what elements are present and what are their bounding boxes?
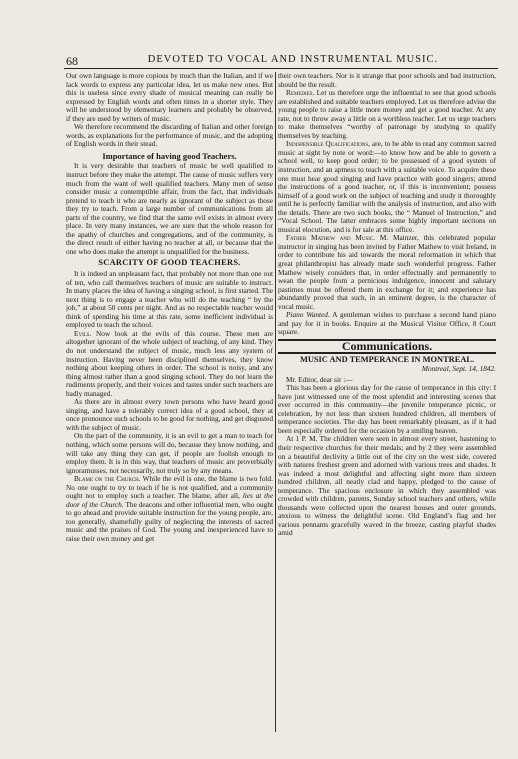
paragraph: their own teachers. Nor is it strange that poor schools and bad instruction, should be the result.	[278, 72, 496, 89]
paragraph-qualifications	[278, 140, 496, 234]
paragraph: We therefore recommend the discarding of Italian and other foreign words, as explanations for the performance of music, and the adopting of English words in their stead.	[66, 122, 273, 149]
paragraph-text: Now look at the evils of this course. These men are altogether ignorant of the whole subject of teaching, of any kind. They do not understand the subject of music, much less any system of instruction. Having never been disciplined themselves, they know nothing about keeping others in order. The school is noisy, and any thing almost rather than a good singing school. They do not learn the rudiments properly, and their voices and tastes under such teachers are badly managed.	[66, 328, 273, 398]
paragraph: As there are in almost every town persons who have heard good singing, and have a tolerably correct idea of a good school, they at once pronounce such schools to be good for nothing, and get disgusted with the subject of music.	[66, 397, 273, 432]
paragraph-remedies	[278, 89, 496, 140]
paragraph-piano-wanted	[278, 311, 496, 337]
paragraph: Our own language is more copious by much than the Italian, and if we lack words to express any particular idea, let us make new ones. But this is useless since every shade of musical meaning can really be expressed by English words and often times in a shorter style. They will be understood by elementary learners and probably be observed, if they are used by writers of music.	[66, 72, 273, 123]
section-heading-scarcity: SCARCITY OF GOOD TEACHERS.	[98, 258, 241, 268]
paragraph-blame	[66, 475, 273, 543]
running-title: DEVOTED TO VOCAL AND INSTRUMENTAL MUSIC.	[147, 54, 439, 65]
paragraph-father-mathew	[278, 234, 496, 311]
paragraph: At 1 P. M. The children were seen in almost every street, hastening to their respective churches for their medals; and by 2 they were assembled on a beautiful declivity a little out of the city on the west side, covered with natures freshest green and adorned with various trees and shades. It was indeed a most delightful and affecting sight more than sixteen hundred children, all neatly clad and happy, pledged to the cause of temperance. The spacious enclosure in which they assembled was crowded with children, parents, Sunday school teachers and others, while thousands were collected upon the nearest houses and outer grounds, anxious to witness the delightful scene. Old England’s flag and her various pennants gracefully waved in the breeze, casting playful shades amid	[278, 434, 496, 538]
paragraph-text: While the evil is one, the blame is two fold. No one ought to try to teach if he is not qualified, and a community ought not to employ such a teacher. The blame, after all,	[66, 474, 273, 501]
paragraph-text: Let us therefore urge the influential to see that good schools are established and suitable teachers employed. Let us therefore advise the young people to raise a little more money and get a good teacher. At any rate, not to throw away a little on a worthless teacher. Let us urge teachers to make themselves “worthy of patronage by studying to qualify themselves by teaching.	[278, 88, 496, 140]
paragraph: It is very desirable that teachers of music be well qualified to instruct before they make the attempt. The cause of music suffers very much from the want of well qualified teachers. Many men of sense consider music a contemptible affair, from the fact, that individuals pretend to teach it who are nearly as ignorant of the subject as those they try to teach. From a large number of communications from all parts of the country, we find that the same evil exists in almost every place. In very many instances, we are sure that the whole reason for the apathy of churches and congregations, and of the community, is the direct result of either having no teacher at all, or because that the one who does make the attempt is unqualified for the business.	[66, 161, 273, 256]
page-number: 68	[66, 54, 78, 68]
paragraph-text: The deacons and other influential men, who ought to go ahead and provide suitable instruction for the young people, are, too generally, shamefully guilty of neglecting the interests of sacred music and the praises of God. The young and inexperienced have to raise their own money and get	[66, 499, 273, 543]
run-in-heading: Father Mathew and Music.	[286, 233, 376, 243]
run-in-heading: Indispensible Qualifications,	[286, 139, 370, 149]
paragraph: This has been a glorious day for the cause of temperance in this city: I have just witnessed one of the most splendid and interesting scenes that ever occurred in this community—the juvenile temperance picnic, or celebration, by not less than sixteen hundred children, all members of temperance societies. The day has been remarkably pleasant, as if it had been especially ordered for the occasion by a smiling heaven.	[278, 383, 496, 435]
header-rule	[64, 68, 498, 69]
column-divider	[275, 72, 276, 732]
run-in-heading: Piano Wanted.	[286, 310, 330, 320]
paragraph: On the part of the community, it is an evil to get a man to teach for nothing, which some persons will do, because they know nothing, and will take any thing they can get, if people are foolish enough to employ them. It is in this way, that teachers of music are proverbially ignoramusses, not necessarily, not truly so by any means.	[66, 431, 273, 475]
article-title: MUSIC AND TEMPERANCE IN MONTREAL.	[299, 354, 475, 364]
section-heading-teachers: Importance of having good Teachers.	[102, 150, 237, 161]
run-in-heading: Remedies.	[286, 88, 315, 98]
left-column	[66, 72, 273, 732]
paragraph-evils	[66, 330, 273, 398]
paragraph-text: M. Mainzer, this celebrated popular instructor in singing has been invited by Father Mathew to visit Ireland, in order to contribute his aid towards the moral reformation in which that great philanthropist has already made such wonderful progress. Father Mathew wisely considers that, in order effectually and permanently to wean the people from a pernicious indulgence, innocent and salutary pastimes must be offered them in exchange for it; and experience has abundantly proved that such, in an eminent degree, is the character of vocal music.	[278, 233, 496, 311]
run-in-heading: Blame on the Church.	[74, 474, 141, 484]
dateline: Montreal, Sept. 14, 1842.	[421, 364, 496, 374]
run-in-heading: Evils.	[74, 328, 92, 338]
right-column	[278, 72, 496, 732]
paragraph-text: are, to be able to read any common sacred music at sight by note or word:—to know how and be able to govern a school well, to keep good order; to be possessed of a good system of instruction, and an aptness to teach with a suitable voice. To acquire these one must hear good singing and have practice with good singers; attend the instructions of a good teacher, or, if this is inconvenient; possess himself of a good work on the subject of teaching and study it thoroughly until he is perfectly familiar with the analysis of instruction, and also with the details. There are two such books, the “ Manuel of Instruction,” and “Vocal School. The latter embraces some highly important sections on musical elocution, and is for sale at this office.	[278, 139, 496, 234]
paragraph: It is indeed an unpleasant fact, that probably not more than one out of ten, who call themselves teachers of music are suitable to instruct. In many places the idea of having a singing school, is first started. The next thing is to engage a teacher who will do the teaching “ by the job,” at about 50 cents per night. And as no respectable teacher would think of spending his time at this rate, some inefficient individual is employed to teach the school.	[66, 269, 273, 330]
paragraph-text: A gentleman wishes to purchase a second hand piano and pay for it in books. Enquire at the Musical Visitor Office, 8 Court square.	[278, 310, 496, 337]
salutation: Mr. Editor, dear sir :—	[286, 374, 353, 384]
italic-text: lies at the door of the Church.	[66, 491, 273, 509]
communications-heading: Communications.	[278, 339, 496, 354]
